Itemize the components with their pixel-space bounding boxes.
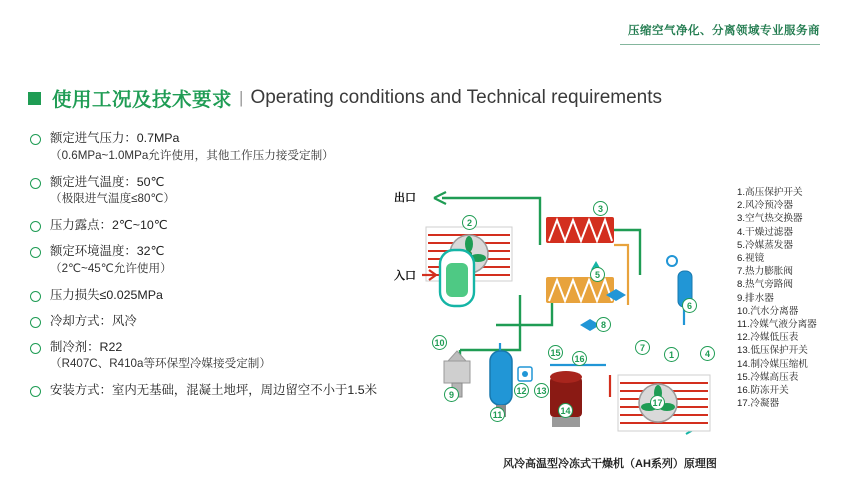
- spec-sub-text: （2℃~45℃允许使用）: [50, 261, 172, 275]
- list-item: [30, 217, 400, 234]
- badge-7: 7: [635, 340, 650, 355]
- bullet-ring-icon: [30, 247, 41, 258]
- spec-main-text: 额定进气压力：0.7MPa: [50, 131, 180, 145]
- badge-15: 15: [548, 345, 563, 360]
- legend-item: 13.低压保护开关: [737, 345, 808, 357]
- badge-16: 16: [572, 351, 587, 366]
- spec-main-text: 额定进气温度：50℃: [50, 174, 165, 189]
- legend-item: 10.汽水分离器: [737, 305, 799, 317]
- legend-item: 7.热力膨胀阀: [737, 266, 793, 278]
- bullet-ring-icon: [30, 386, 41, 397]
- legend-item: 9.排水器: [737, 292, 774, 304]
- process-flow-diagram: [394, 175, 740, 455]
- spec-sub-text: （0.6MPa~1.0MPa允许使用，其他工作压力接受定制）: [50, 148, 334, 162]
- bullet-ring-icon: [30, 134, 41, 145]
- page-title: [28, 84, 662, 112]
- refrigerant-evaporator-unit: [546, 277, 614, 303]
- title-marker-square: [28, 92, 41, 105]
- spec-main-text: 额定环境温度：32℃: [50, 244, 165, 258]
- legend-item: 5.冷媒蒸发器: [737, 239, 793, 251]
- legend-item: 12.冷媒低压表: [737, 332, 799, 344]
- bullet-ring-icon: [30, 317, 41, 328]
- badge-11: 11: [490, 407, 505, 422]
- header-divider-line: [620, 44, 820, 45]
- spec-main-text: 冷却方式：风冷: [50, 313, 137, 328]
- inlet-label: 入口: [394, 270, 416, 282]
- legend-item: 14.制冷媒压缩机: [737, 358, 808, 370]
- legend-item: 6.视镜: [737, 253, 765, 265]
- spec-sub-text: （R407C、R410a等环保型冷媒接受定制）: [50, 357, 271, 370]
- air-heat-exchanger-unit: [546, 217, 614, 243]
- list-item: [30, 130, 400, 164]
- list-item: [30, 313, 400, 330]
- badge-1: 1: [664, 347, 679, 362]
- water-separator-tank: [440, 250, 474, 306]
- legend-item: 3.空气热交换器: [737, 213, 803, 225]
- legend-item: 8.热气旁路阀: [737, 279, 793, 291]
- list-item: [30, 382, 400, 399]
- badge-5: 5: [590, 267, 605, 282]
- header-slogan: 压缩空气净化、分离领域专业服务商: [628, 25, 820, 37]
- badge-4: 4: [700, 346, 715, 361]
- badge-2: 2: [462, 215, 477, 230]
- badge-14: 14: [558, 403, 573, 418]
- bullet-ring-icon: [30, 221, 41, 232]
- badge-9: 9: [444, 387, 459, 402]
- spec-main-text: 安装方式：室内无基础，混凝土地坪，周边留空不小于1.5米: [50, 383, 377, 397]
- legend-item: 17.冷凝器: [737, 398, 780, 410]
- badge-8: 8: [596, 317, 611, 332]
- badge-17: 17: [650, 395, 665, 410]
- legend-item: 2.风冷预冷器: [737, 200, 793, 212]
- component-legend-list: [737, 186, 850, 410]
- list-item: [30, 243, 400, 277]
- spec-list: [30, 130, 400, 408]
- page-title-cn: 使用工况及技术要求: [52, 89, 233, 111]
- list-item: [30, 174, 400, 208]
- outlet-label: 出口: [394, 192, 416, 204]
- legend-item: 11.冷媒气液分离器: [737, 319, 817, 331]
- bullet-ring-icon: [30, 343, 41, 354]
- spec-main-text: 制冷剂：R22: [50, 339, 123, 354]
- list-item: [30, 339, 400, 373]
- refrigerant-compressor: [550, 371, 582, 427]
- spec-main-text: 压力露点：2℃~10℃: [50, 218, 168, 232]
- spec-main-text: 压力损失≤0.025MPa: [50, 287, 163, 302]
- badge-13: 13: [534, 383, 549, 398]
- legend-item: 16.防冻开关: [737, 385, 789, 397]
- legend-item: 1.高压保护开关: [737, 187, 803, 198]
- bullet-ring-icon: [30, 291, 41, 302]
- spec-sub-text: （极限进气温度≤80℃）: [50, 192, 176, 205]
- badge-6: 6: [682, 298, 697, 313]
- sight-glass: [667, 256, 677, 266]
- legend-item: 4.干燥过滤器: [737, 226, 793, 238]
- list-item: [30, 287, 400, 304]
- legend-item: 15.冷媒高压表: [737, 371, 799, 383]
- diagram-caption: 风冷高温型冷冻式干燥机（AH系列）原理图: [503, 458, 717, 470]
- page-title-divider: |: [239, 88, 244, 107]
- badge-12: 12: [514, 383, 529, 398]
- badge-3: 3: [593, 201, 608, 216]
- bullet-ring-icon: [30, 178, 41, 189]
- badge-10: 10: [432, 335, 447, 350]
- gauge-cluster: [518, 367, 532, 381]
- page-title-en: Operating conditions and Technical requirements: [250, 87, 662, 108]
